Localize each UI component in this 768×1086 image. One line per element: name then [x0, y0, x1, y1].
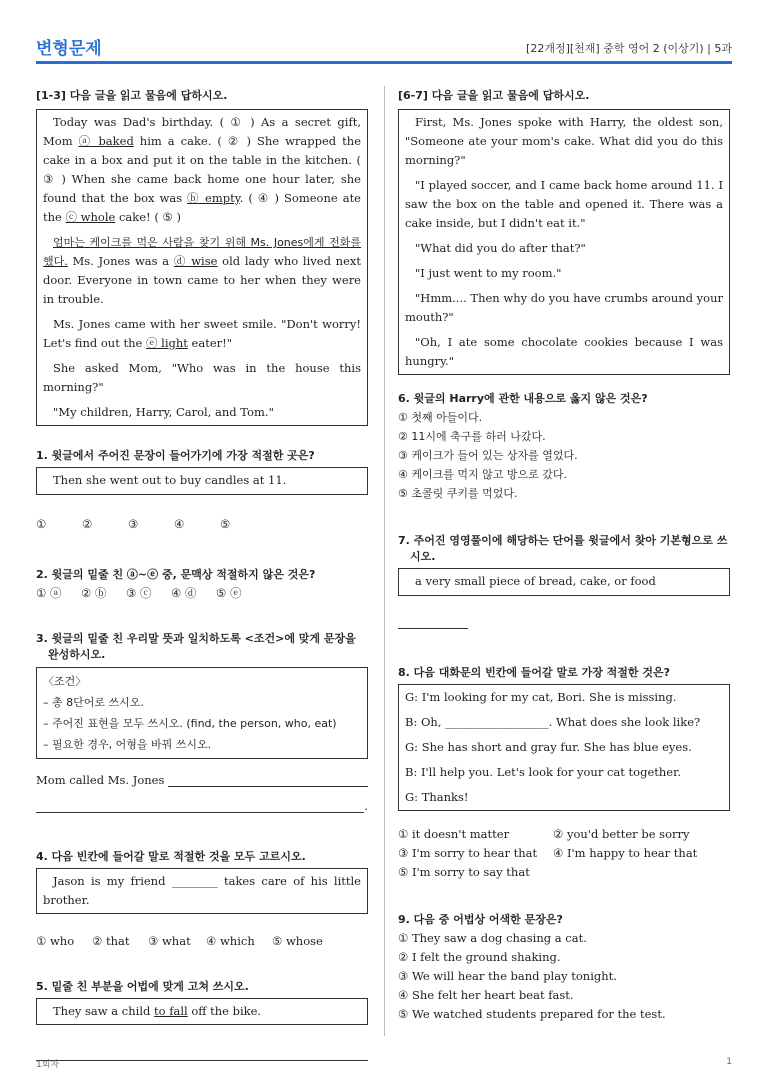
q3-condition-3: – 필요한 경우, 어형을 바꿔 쓰시오.: [43, 738, 212, 751]
q9-label: 9. 다음 중 어법상 어색한 문장은?: [398, 913, 563, 926]
q2-option-2[interactable]: ② ⓑ: [81, 586, 107, 600]
q9-option-4[interactable]: ④ She felt her heart beat fast.: [398, 988, 574, 1002]
q3-conditions-title: 〈조건〉: [43, 675, 87, 688]
passage2-para-2: "I played soccer, and I came back home around 11. I saw the box on the table and opened it. There was a cake inside, but I didn't eat it.": [405, 178, 723, 230]
q8-line-1: G: I'm looking for my cat, Bori. She is missing.: [405, 690, 677, 704]
q9-option-2[interactable]: ② I felt the ground shaking.: [398, 950, 561, 964]
q5-answer-line[interactable]: [36, 1059, 368, 1061]
passage2-para-3: "What did you do after that?": [415, 241, 586, 255]
q9-option-5[interactable]: ⑤ We watched students prepared for the test.: [398, 1007, 666, 1021]
set2-heading: [6-7] 다음 글을 읽고 물음에 답하시오.: [398, 89, 590, 102]
q8-line-5: G: Thanks!: [405, 790, 469, 804]
q9-option-3[interactable]: ③ We will hear the band play tonight.: [398, 969, 617, 983]
q7-box: a very small piece of bread, cake, or food: [398, 568, 730, 596]
q6-option-5[interactable]: ⑤ 초콜릿 쿠키를 먹었다.: [398, 487, 518, 500]
q8-option-1[interactable]: ① it doesn't matter: [398, 827, 510, 841]
underline-b: ⓑ empty: [187, 191, 240, 205]
footer-left: 1회차: [36, 1060, 60, 1070]
q8-option-2[interactable]: ② you'd better be sorry: [553, 827, 690, 841]
header-rule: [36, 61, 732, 64]
q3-conditions-box: [36, 667, 368, 759]
passage2-para-4: "I just went to my room.": [415, 266, 562, 280]
q6-option-4[interactable]: ④ 케이크를 먹지 않고 방으로 갔다.: [398, 468, 567, 481]
q3-answer-end: .: [364, 799, 368, 813]
q6-option-1[interactable]: ① 첫째 아들이다.: [398, 411, 483, 424]
q3-answer-line-1[interactable]: [36, 773, 368, 787]
q1-option-1[interactable]: ①: [36, 517, 47, 531]
q4-option-3[interactable]: ③ what: [148, 934, 191, 948]
passage-para-5: "My children, Harry, Carol, and Tom.": [53, 405, 274, 419]
left-column: [36, 88, 368, 1061]
q8-option-3[interactable]: ③ I'm sorry to hear that: [398, 846, 538, 860]
underline-c: ⓒ whole: [65, 210, 116, 224]
q6-options: [398, 408, 730, 503]
q2-option-4[interactable]: ④ ⓓ: [171, 586, 197, 600]
q5-underline: to fall: [154, 1004, 188, 1018]
underline-e: ⓔ light: [145, 336, 188, 350]
q6-label: 6. 윗글의 Harry에 관한 내용으로 옳지 않은 것은?: [398, 392, 648, 405]
q4-option-5[interactable]: ⑤ whose: [272, 934, 323, 948]
q5-box: They saw a child to fall off the bike.: [36, 998, 368, 1025]
q3-condition-1: – 총 8단어로 쓰시오.: [43, 696, 144, 709]
q4-options: [36, 932, 368, 951]
q3-answer-blank-2[interactable]: [36, 800, 364, 813]
underline-a: ⓐ baked: [78, 134, 134, 148]
q5-label: 5. 밑줄 친 부분을 어법에 맞게 고쳐 쓰시오.: [36, 980, 249, 993]
q2-option-3[interactable]: ③ ⓒ: [126, 586, 152, 600]
q1-option-2[interactable]: ②: [82, 517, 93, 531]
page-title: 변형문제: [36, 39, 102, 59]
q8-line-4: B: I'll help you. Let's look for your cat together.: [405, 765, 681, 779]
q6-option-3[interactable]: ③ 케이크가 들어 있는 상자를 열었다.: [398, 449, 578, 462]
q9-options: [398, 929, 730, 1024]
q8-option-4[interactable]: ④ I'm happy to hear that: [553, 846, 698, 860]
passage-1-3: [36, 109, 368, 426]
q8-line-3: G: She has short and gray fur. She has blue eyes.: [405, 740, 692, 754]
q8-options: [398, 825, 730, 882]
q4-label: 4. 다음 빈칸에 들어갈 말로 적절한 것을 모두 고르시오.: [36, 850, 306, 863]
passage-para-1: Today was Dad's birthday. ( ① ) As a secret gift, Mom ⓐ baked him a cake. ( ② ) She wrapped the cake in a box and put it on the table in the kitchen. ( ③ ) When she came back home one hour later, she found that the box was ⓑ empty. ( ④ ) Someone ate the ⓒ whole cake! ( ⑤ ): [43, 115, 362, 224]
q2-option-1[interactable]: ① ⓐ: [36, 586, 62, 600]
passage-para-2: 엄마는 케이크를 먹은 사람을 찾기 위해 Ms. Jones에게 전화를 했다. Ms. Jones was a ⓓ wise old lady who lived next door. Everyone in town came to her when they were in trouble.: [43, 236, 361, 306]
q8-line-2: B: Oh, __________________. What does she look like?: [405, 715, 701, 729]
q1-option-3[interactable]: ③: [128, 517, 139, 531]
q3-answer-line-2[interactable]: [36, 799, 368, 813]
q3-label: 3. 윗글의 밑줄 친 우리말 뜻과 일치하도록 <조건>에 맞게 문장을 완성하시오.: [36, 632, 356, 661]
underline-d: ⓓ wise: [173, 254, 218, 268]
q2-option-5[interactable]: ⑤ ⓔ: [216, 586, 242, 600]
passage2-para-1: First, Ms. Jones spoke with Harry, the oldest son, "Someone ate your mom's cake. What did you do this morning?": [405, 115, 723, 167]
q4-option-4[interactable]: ④ which: [206, 934, 255, 948]
passage-para-4: She asked Mom, "Who was in the house this morning?": [43, 361, 361, 394]
q1-option-4[interactable]: ④: [174, 517, 185, 531]
q4-box: Jason is my friend ________ takes care of his little brother.: [36, 868, 368, 914]
q7-label: 7. 주어진 영영풀이에 해당하는 단어를 윗글에서 찾아 기본형으로 쓰 시오.: [398, 534, 728, 563]
q8-dialogue-box: [398, 684, 730, 811]
column-divider: [384, 86, 385, 1036]
passage2-para-6: "Oh, I ate some chocolate cookies because I was hungry.": [405, 335, 723, 368]
q3-answer-blank-1[interactable]: [168, 774, 368, 787]
page-number: 1: [726, 1057, 732, 1067]
q6-option-2[interactable]: ② 11시에 축구를 하러 나갔다.: [398, 430, 546, 443]
q3-answer-start: Mom called Ms. Jones: [36, 773, 165, 787]
q3-condition-2: – 주어진 표현을 모두 쓰시오. (find, the person, who, eat): [43, 717, 337, 730]
q1-option-5[interactable]: ⑤: [220, 517, 231, 531]
q4-option-2[interactable]: ② that: [92, 934, 130, 948]
right-column: [398, 88, 730, 1024]
q9-option-1[interactable]: ① They saw a dog chasing a cat.: [398, 931, 587, 945]
set1-heading: [1-3] 다음 글을 읽고 물음에 답하시오.: [36, 89, 228, 102]
passage2-para-5: "Hmm.... Then why do you have crumbs around your mouth?": [405, 291, 723, 324]
q2-label: 2. 윗글의 밑줄 친 ⓐ~ⓔ 중, 문맥상 적절하지 않은 것은?: [36, 568, 316, 581]
q4-option-1[interactable]: ① who: [36, 934, 75, 948]
q7-answer-line[interactable]: [398, 628, 468, 629]
q1-box: Then she went out to buy candles at 11.: [36, 467, 368, 495]
passage-6-7: [398, 109, 730, 375]
passage-para-3: Ms. Jones came with her sweet smile. "Don't worry! Let's find out the ⓔ light eater!": [43, 317, 361, 350]
q8-label: 8. 다음 대화문의 빈칸에 들어갈 말로 가장 적절한 것은?: [398, 666, 670, 679]
header-subtitle: [22개정][천재] 중학 영어 2 (이상기) | 5과: [526, 42, 732, 55]
q8-option-5[interactable]: ⑤ I'm sorry to say that: [398, 865, 530, 879]
q1-options: [36, 515, 368, 534]
q1-label: 1. 윗글에서 주어진 문장이 들어가기에 가장 적절한 곳은?: [36, 449, 315, 462]
q2-options: [36, 584, 368, 603]
korean-underlined-sentence: 엄마는 케이크를 먹은 사람을 찾기 위해 Ms. Jones에게 전화를 했다.: [43, 236, 361, 268]
